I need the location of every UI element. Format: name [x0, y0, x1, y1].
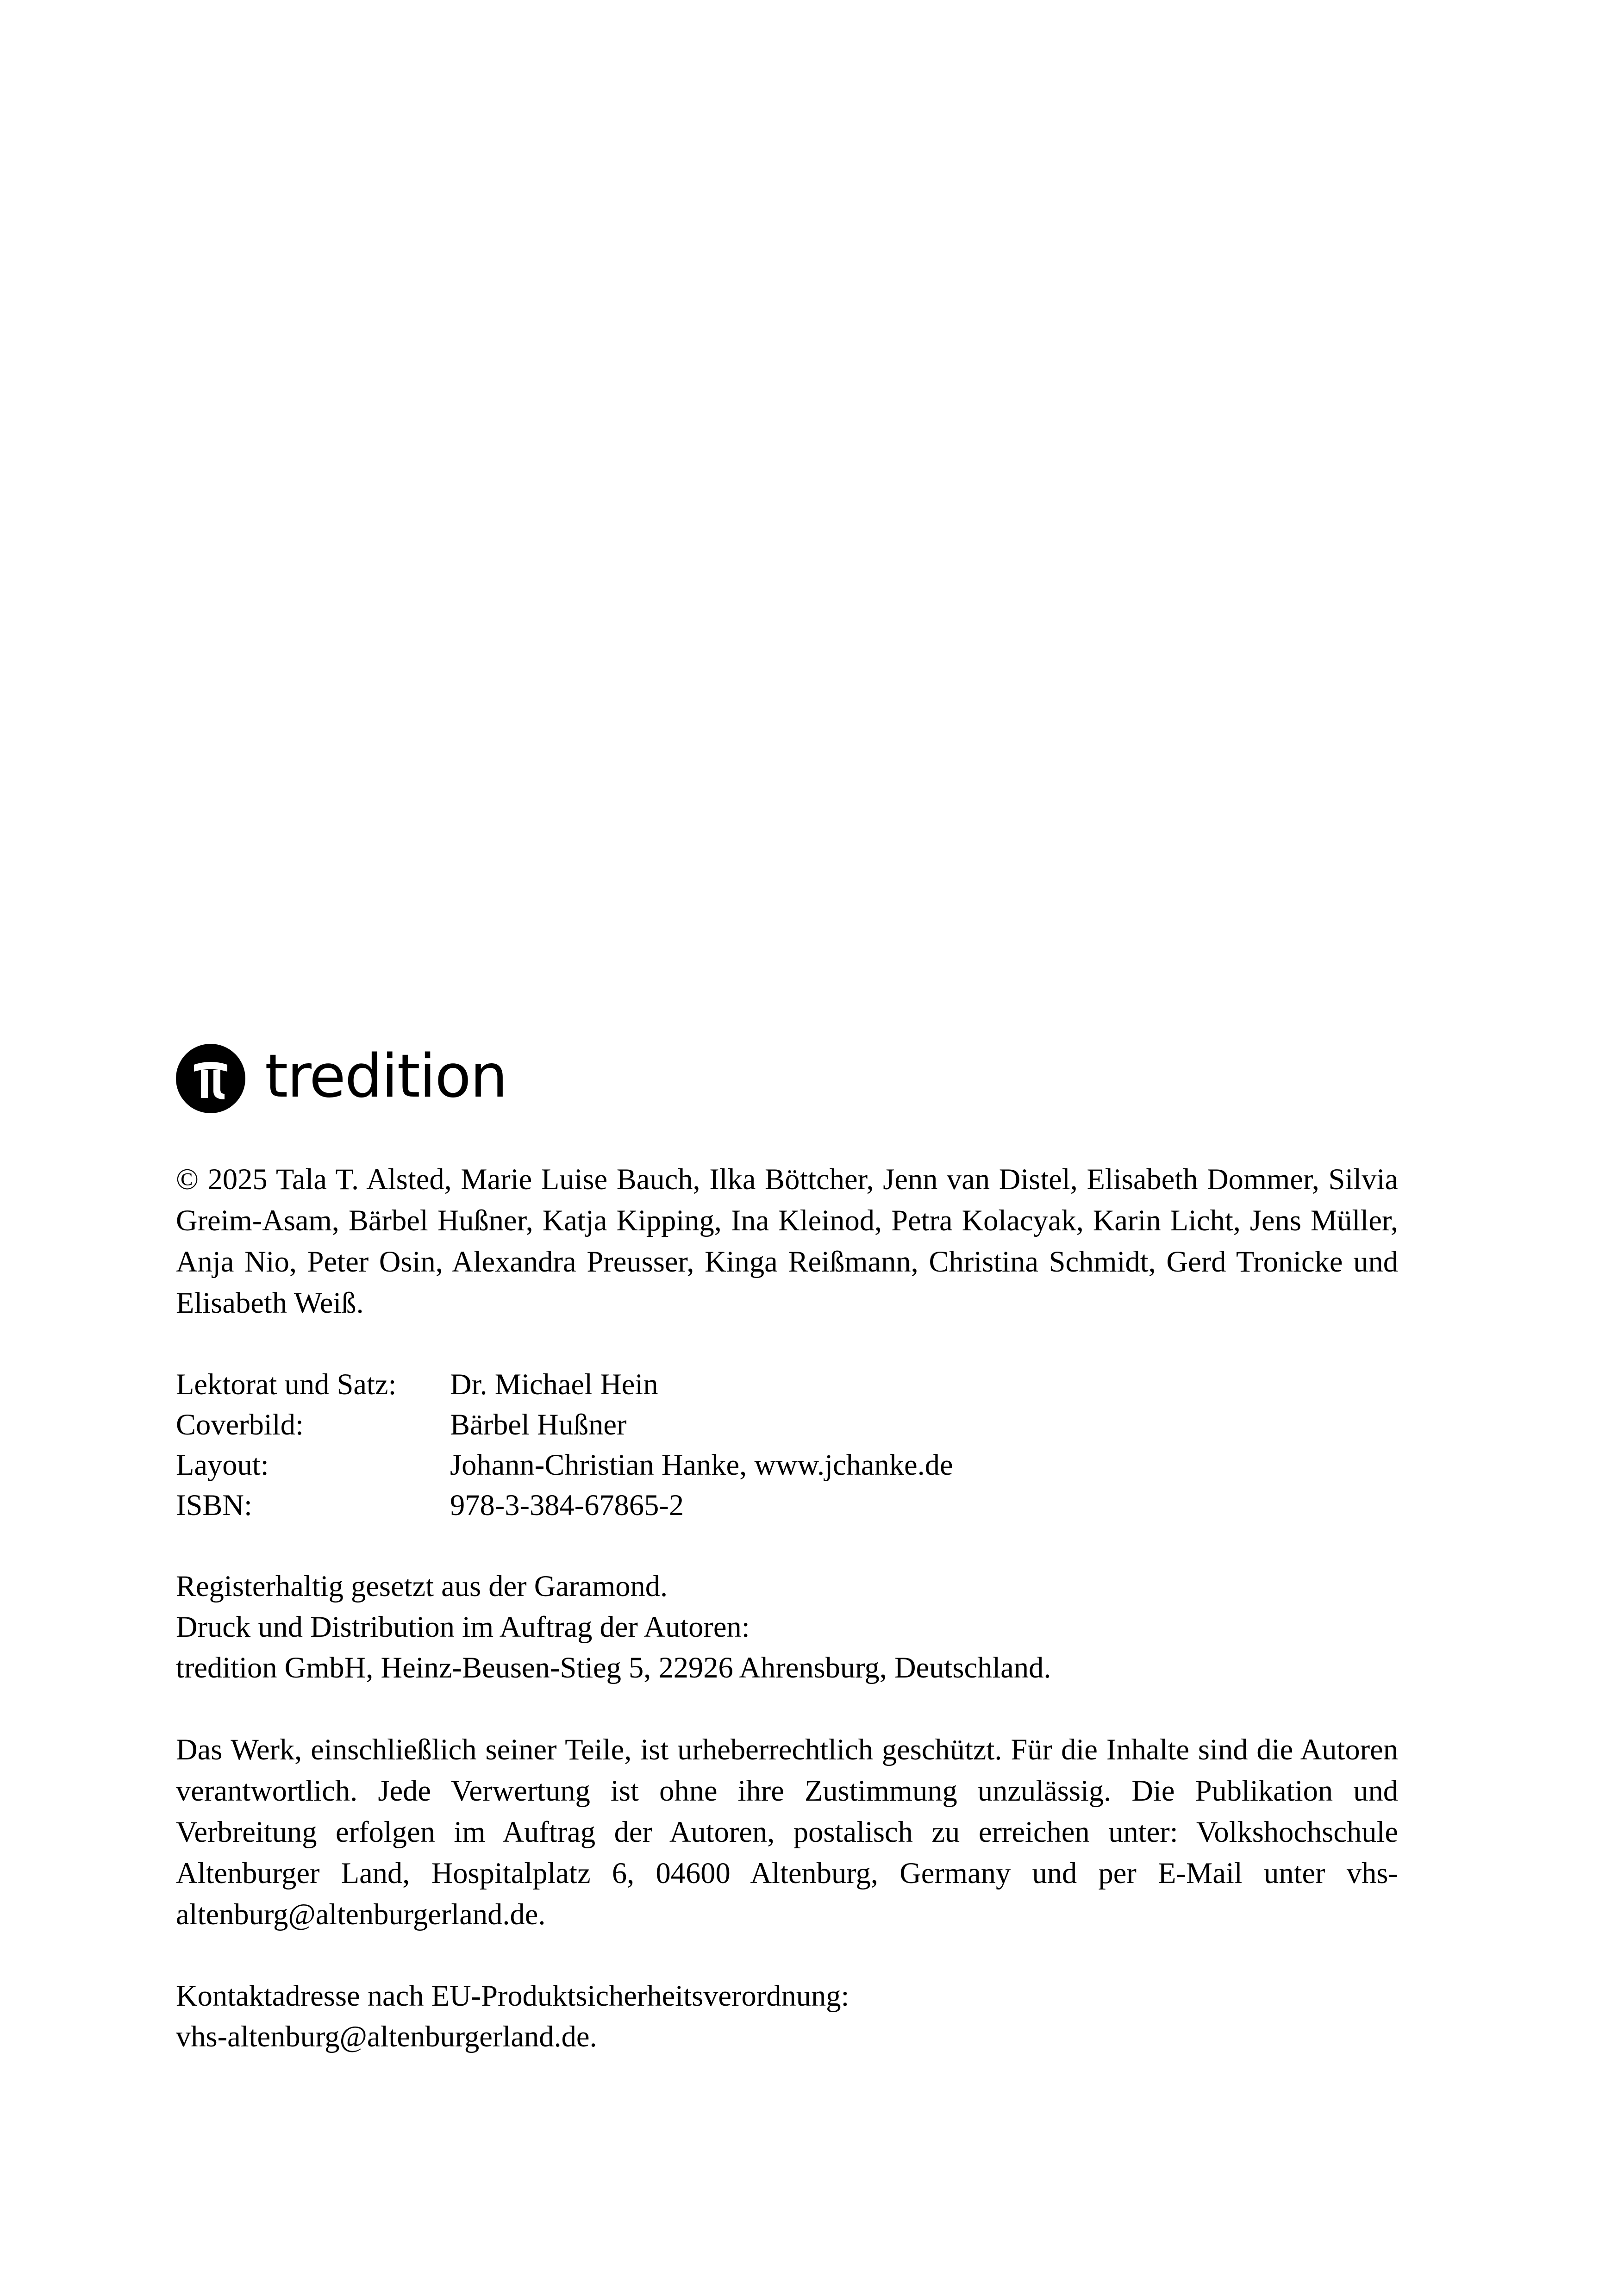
- credit-value-layout: Johann-Christian Hanke, www.jchanke.de: [450, 1448, 953, 1481]
- copyright-notice: © 2025 Tala T. Alsted, Marie Luise Bauch, Ilka Böttcher, Jenn van Distel, Elisabeth Dommer, Silvia Greim-Asam, Bärbel Hußner, Katja Kipping, Ina Kleinod, Petra Kolacyak, Karin Licht, Jens Müller, Anja Nio, Peter Osin, Alexandra Preusser, Kinga Reißmann, Christina Schmidt, Gerd Tronicke und Elisabeth Weiß.: [176, 1163, 1398, 1319]
- publisher-logo-text: tredition: [265, 1042, 507, 1111]
- credit-value-cover: Bärbel Hußner: [450, 1408, 627, 1441]
- typesetting-line: Registerhaltig gesetzt aus der Garamond.: [176, 1570, 668, 1603]
- legal-notice: Das Werk, einschließlich seiner Teile, ist urheberrechtlich geschützt. Für die Inhalte sind die Autoren verantwortlich. Jede Verwertung ist ohne ihre Zustimmung unzulässig. Die Publikation und Verbreitung erfolgen im Auftrag der Autoren, postalisch zu erreichen unter: Volkshochschule Altenburger Land, Hospitalplatz 6, 04600 Altenburg, Germany und per E-Mail unter vhs-altenburg@altenburgerland.de.: [176, 1733, 1398, 1931]
- typesetting-line: Druck und Distribution im Auftrag der Autoren:: [176, 1610, 750, 1643]
- imprint-page: [176, 1044, 1398, 2057]
- credit-label-editing: Lektorat und Satz:: [176, 1368, 397, 1401]
- credit-value-editing: Dr. Michael Hein: [450, 1368, 658, 1401]
- contact-line: Kontaktadresse nach EU-Produktsicherheitsverordnung:: [176, 1979, 849, 2012]
- contact-email: vhs-altenburg@altenburgerland.de.: [176, 2020, 597, 2053]
- credit-value-isbn: 978-3-384-67865-2: [450, 1489, 684, 1522]
- contact-info: [176, 1976, 1398, 2057]
- credits-table: [176, 1364, 1398, 1525]
- credit-label-layout: Layout:: [176, 1448, 269, 1481]
- tredition-logo-icon: [176, 1044, 245, 1113]
- credit-label-cover: Coverbild:: [176, 1408, 304, 1441]
- credit-label-isbn: ISBN:: [176, 1489, 252, 1522]
- typesetting-line: tredition GmbH, Heinz-Beusen-Stieg 5, 22926 Ahrensburg, Deutschland.: [176, 1651, 1051, 1684]
- typesetting-info: [176, 1566, 1398, 1688]
- publisher-logo: [176, 1044, 1398, 1113]
